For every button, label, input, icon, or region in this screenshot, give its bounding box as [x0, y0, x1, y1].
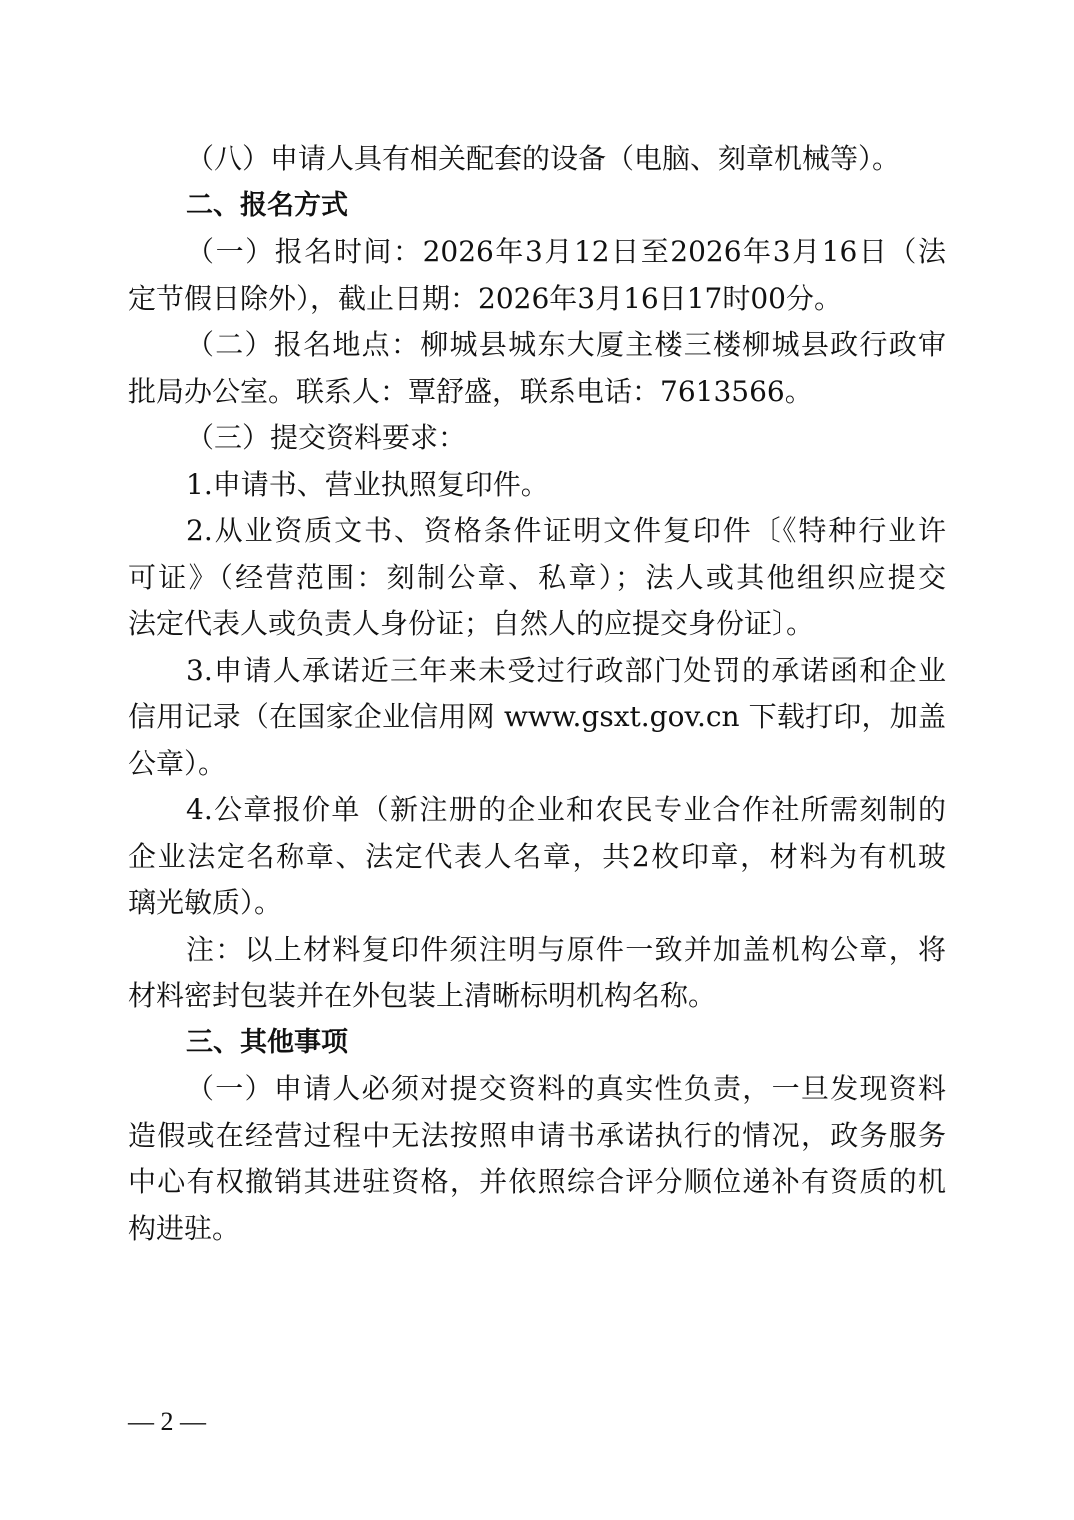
text-line: （二）报名地点：柳城县城东大厦主楼三楼柳城县政行政审	[186, 328, 946, 361]
text-line: （一）报名时间：2026年3月12日至2026年3月16日（法	[186, 235, 946, 268]
text-line: 造假或在经营过程中无法按照申请书承诺执行的情况，政务服务	[128, 1118, 946, 1152]
text-line: 4.公章报价单（新注册的企业和农民专业合作社所需刻制的	[186, 793, 946, 826]
document-body	[128, 136, 946, 1252]
text-line: 法定代表人或负责人身份证；自然人的应提交身份证〕。	[128, 607, 815, 640]
text-line: 公章）。	[128, 746, 227, 780]
text-line: 定节假日除外），截止日期：2026年3月16日17时00分。	[128, 281, 842, 315]
text-line: 中心有权撤销其进驻资格，并依照综合评分顺位递补有资质的机	[128, 1165, 946, 1198]
text-line: 3.申请人承诺近三年来未受过行政部门处罚的承诺函和企业	[186, 653, 946, 687]
section-heading: 二、报名方式	[186, 189, 348, 221]
text-line: 批局办公室。联系人：覃舒盛，联系电话：7613566。	[128, 374, 813, 408]
text-line: 璃光敏质）。	[128, 886, 283, 919]
text-line: 2.从业资质文书、资格条件证明文件复印件〔《特种行业许	[186, 514, 946, 547]
text-line: 构进驻。	[128, 1211, 241, 1245]
text-line: 1.申请书、营业执照复印件。	[186, 467, 549, 501]
text-line: 注：以上材料复印件须注明与原件一致并加盖机构公章，将	[186, 932, 946, 966]
page-number: — 2 —	[128, 1407, 206, 1436]
text-line: 信用记录（在国家企业信用网 www.gsxt.gov.cn 下载打印，加盖	[128, 700, 946, 733]
text-line: （八）申请人具有相关配套的设备（电脑、刻章机械等）。	[186, 142, 901, 175]
text-line: （三）提交资料要求：	[186, 421, 467, 454]
text-line: 企业法定名称章、法定代表人名章，共2枚印章，材料为有机玻	[128, 839, 946, 873]
text-line: 可证》（经营范围：刻制公章、私章）；法人或其他组织应提交	[128, 560, 946, 594]
text-line: （一）申请人必须对提交资料的真实性负责，一旦发现资料	[186, 1072, 946, 1105]
text-line: 材料密封包装并在外包装上清晰标明机构名称。	[128, 979, 717, 1012]
section-heading: 三、其他事项	[186, 1026, 348, 1058]
